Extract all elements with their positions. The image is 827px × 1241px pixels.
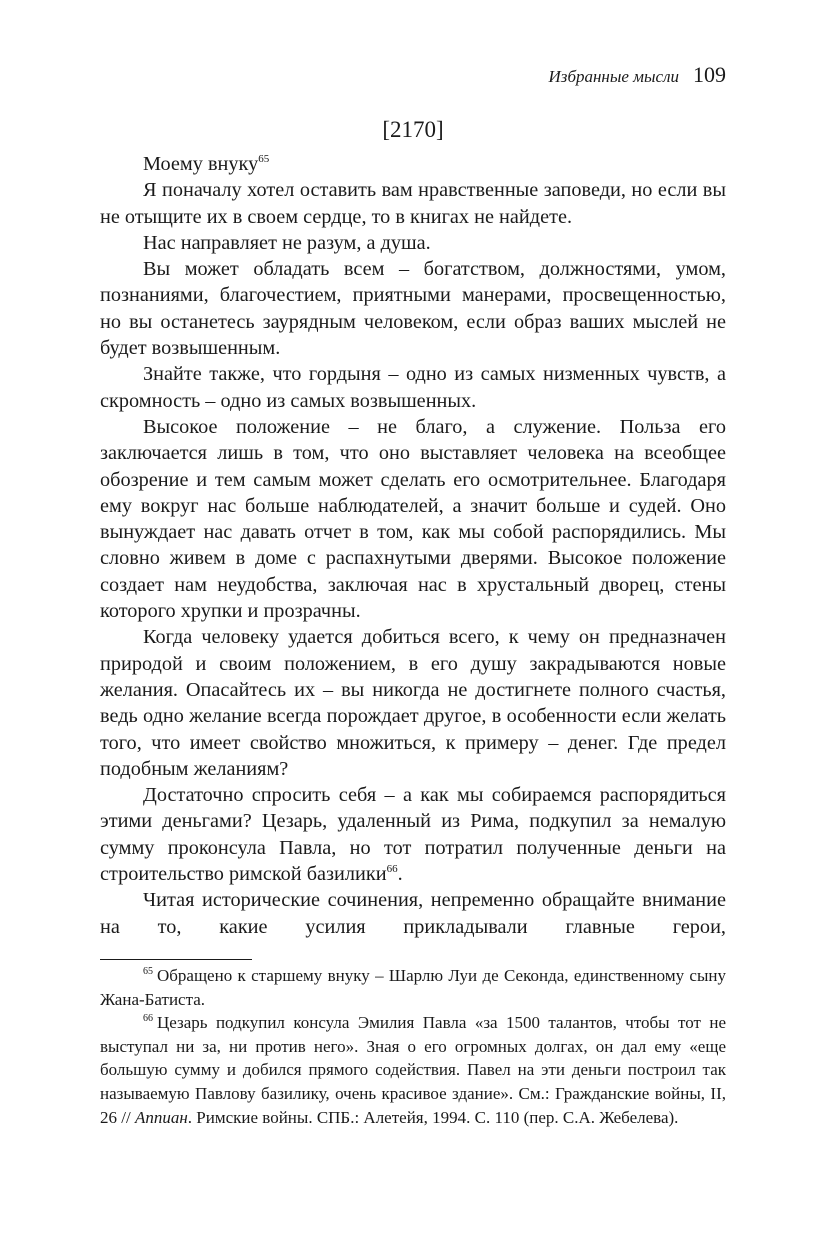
- dedication: [100, 151, 726, 177]
- paragraph-6: Когда человеку удается добиться всего, к чему он предназначен природой и своим положением, в его душу закрадываются новые желания. Опасайтесь их – вы никогда не достигнете полного счастья, ведь одно желание всегда порождает другое, в особенности если желать того, что имеет свойство множиться, к примеру – денег. Где предел подобным желаниям?: [100, 626, 726, 780]
- paragraph-7-text: Достаточно спросить себя – а как мы собираемся распорядиться этими деньгами? Цезарь, удаленный из Рима, подкупил за немалую сумму проконсула Павла, но тот потратил полученные деньги на строительство римской базилики: [100, 784, 726, 886]
- page-number: 109: [693, 62, 726, 87]
- paragraph-7: [100, 782, 726, 887]
- paragraph-1: Я поначалу хотел оставить вам нравственные заповеди, но если вы не отыщите их в своем сердце, то в книгах не найдете.: [100, 179, 726, 228]
- running-header: [100, 60, 726, 93]
- paragraph-2: Нас направляет не разум, а душа.: [143, 231, 431, 254]
- footnote-65: [100, 964, 726, 1011]
- paragraph-4: Знайте также, что гордыня – одно из самых низменных чувств, а скромность – одно из самых возвышенных.: [100, 363, 726, 412]
- footnote-ref-66: 66: [386, 863, 398, 876]
- footnote-66-number: 66: [143, 1013, 153, 1025]
- paragraph-5: Высокое положение – не благо, а служение. Польза его заключается лишь в том, что оно выставляет человека на всеобщее обозрение и тем самым может сделать его осмотрительнее. Благодаря ему вокруг нас больше наблюдателей, а значит больше и судей. Оно вынуждает нас давать отчет в том, как мы собой распорядились. Мы словно живем в доме с распахнутыми дверями. Высокое положение создает нам неудобства, заключая нас в хрустальный дворец, стены которого хрупки и прозрачны.: [100, 415, 726, 623]
- entry-number: [2170]: [382, 117, 444, 142]
- footnote-65-number: 65: [143, 966, 153, 977]
- footnote-66-author: Аппиан: [134, 1107, 188, 1127]
- paragraph-8: Читая исторические сочинения, непременно обращайте внимание на то, какие усилия прикладывали главные герои,: [100, 889, 726, 938]
- footnote-66-text: Цезарь подкупил консула Эмилия Павла «за 1500 талантов, чтобы тот не выступал ни за, ни против него». Зная о его огромных долгах, он дал ему «еще большую сумму и добился прямого содействия. Павел на эти деньги построил так называемую Павлову базилику, очень красивое здание». См.: Гражданские войны, II, 26 //: [100, 1013, 726, 1127]
- footnote-65-text: Обращено к старшему внуку – Шарлю Луи де Секонда, единственному сыну Жана-Батиста.: [100, 966, 726, 1009]
- paragraph-3: Вы может обладать всем – богатством, должностями, умом, познаниями, благочестием, приятными манерами, просвещенностью, но вы останетесь заурядным человеком, если образ ваших мыслей не будет возвышенным.: [100, 258, 726, 360]
- main-text: [100, 151, 726, 940]
- running-title: Избранные мысли: [548, 67, 679, 86]
- dedication-text: Моему внуку: [143, 153, 259, 175]
- footnote-ref-65: 65: [258, 153, 270, 165]
- paragraph-7-end: .: [397, 863, 403, 886]
- footnote-66-source: . Римские войны. СПБ.: Алетейя, 1994. С. 110 (пер. С.А. Жебелева).: [187, 1107, 679, 1127]
- footnotes: [100, 964, 726, 1129]
- footnote-66: [100, 1011, 726, 1129]
- footnote-separator: [100, 959, 252, 960]
